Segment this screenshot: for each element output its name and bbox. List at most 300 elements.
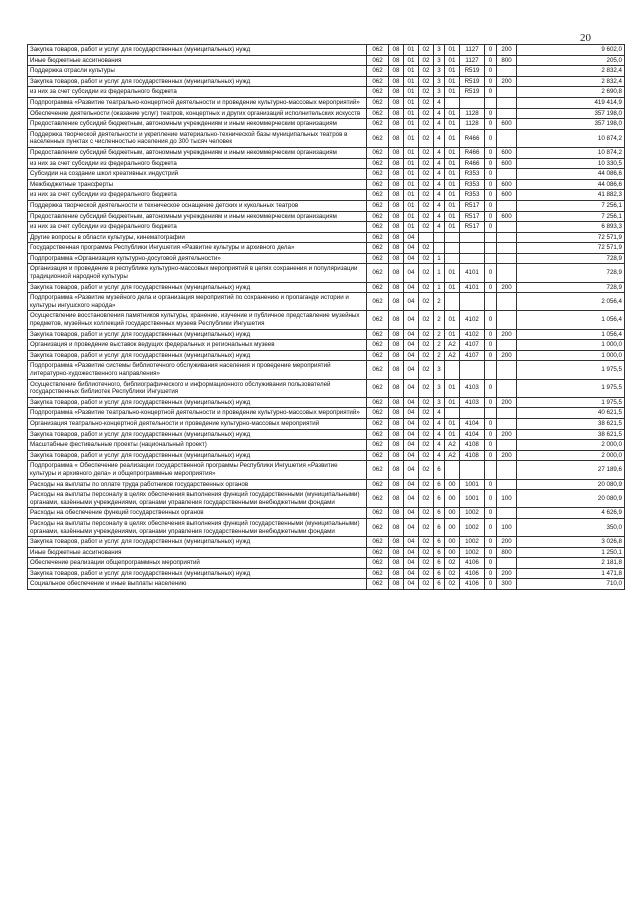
measure-code [445,461,460,479]
admin-code: 062 [367,311,389,329]
admin-code: 062 [367,508,389,519]
direction-code: 1002 [460,508,485,519]
expense-type-code [497,361,517,379]
row-amount: 41 882,3 [517,190,625,201]
direction-code [460,361,485,379]
sub-direction-code: 0 [485,66,497,77]
sub-direction-code [485,253,497,264]
sub-direction-code: 0 [485,108,497,119]
sub-direction-code: 0 [485,397,497,408]
row-name: Организация и проведение выставок ведущих федеральных и региональных музеев [28,340,367,351]
section-code: 08 [389,408,404,419]
program-code: 02 [419,169,434,180]
program-code: 02 [419,579,434,590]
sub-direction-code [485,97,497,108]
row-amount: 72 571,9 [517,243,625,254]
sub-direction-code: 0 [485,418,497,429]
direction-code: 4102 [460,311,485,329]
section-code: 08 [389,158,404,169]
row-amount: 1 471,8 [517,568,625,579]
program-code: 02 [419,329,434,340]
direction-code [460,243,485,254]
subprogram-code: 6 [434,508,445,519]
program-code: 02 [419,147,434,158]
expense-type-code: 200 [497,568,517,579]
measure-code: 00 [445,537,460,548]
subsection-code: 04 [404,232,419,243]
admin-code: 062 [367,55,389,66]
direction-code: R517 [460,200,485,211]
row-name: Закупка товаров, работ и услуг для государственных (муниципальных) нужд [28,537,367,548]
measure-code: 02 [445,568,460,579]
subsection-code: 04 [404,379,419,397]
row-amount: 38 621,5 [517,418,625,429]
subprogram-code: 4 [434,158,445,169]
sub-direction-code: 0 [485,340,497,351]
sub-direction-code: 0 [485,158,497,169]
measure-code: 01 [445,76,460,87]
sub-direction-code: 0 [485,282,497,293]
sub-direction-code: 0 [485,379,497,397]
program-code: 02 [419,76,434,87]
section-code: 08 [389,461,404,479]
section-code: 08 [389,490,404,508]
sub-direction-code: 0 [485,508,497,519]
row-amount: 2 000,0 [517,440,625,451]
row-name: Иные бюджетные ассигнования [28,547,367,558]
direction-code: 1127 [460,55,485,66]
row-amount: 357 198,0 [517,108,625,119]
subprogram-code: 3 [434,361,445,379]
table-body [28,45,625,590]
program-code: 02 [419,461,434,479]
measure-code [445,243,460,254]
program-code: 02 [419,379,434,397]
expense-type-code: 600 [497,147,517,158]
subprogram-code: 6 [434,558,445,569]
subsection-code: 01 [404,108,419,119]
sub-direction-code: 0 [485,579,497,590]
program-code: 02 [419,119,434,130]
table-row [28,76,625,87]
measure-code: A2 [445,440,460,451]
measure-code: 01 [445,397,460,408]
row-name: Поддержка творческой деятельности и укрепление материально-технической базы муниципальных театров в населенных пунктах с численностью населения до 300 тысяч человек [28,129,367,147]
subprogram-code: 4 [434,119,445,130]
section-code: 08 [389,129,404,147]
direction-code: 4108 [460,450,485,461]
table-row [28,558,625,569]
section-code: 08 [389,147,404,158]
subsection-code: 04 [404,253,419,264]
subsection-code: 01 [404,179,419,190]
expense-type-code [497,243,517,254]
table-row [28,55,625,66]
subprogram-code: 6 [434,461,445,479]
section-code: 08 [389,55,404,66]
direction-code: 4104 [460,418,485,429]
row-name: Государственная программа Республики Ингушетия «Развитие культуры и архивного дела» [28,243,367,254]
program-code: 02 [419,568,434,579]
table-row [28,264,625,282]
program-code: 02 [419,129,434,147]
subsection-code: 04 [404,243,419,254]
measure-code [445,293,460,311]
sub-direction-code [485,408,497,419]
measure-code: 01 [445,429,460,440]
program-code: 02 [419,508,434,519]
admin-code: 062 [367,108,389,119]
program-code: 02 [419,66,434,77]
sub-direction-code: 0 [485,45,497,56]
admin-code: 062 [367,87,389,98]
measure-code: 00 [445,490,460,508]
section-code: 08 [389,429,404,440]
admin-code: 062 [367,379,389,397]
sub-direction-code: 0 [485,479,497,490]
expense-type-code [497,293,517,311]
row-name: Подпрограмма « Обеспечение реализации государственной программы Республики Ингушетия «Развитие культуры и архивного дела» и общепрограммные мероприятия» [28,461,367,479]
row-name: Осуществление восстановления памятников культуры, хранение, изучение и публичное представление музейных предметов, музейных коллекций государственных музеев Республики Ингушетия [28,311,367,329]
subsection-code: 04 [404,558,419,569]
row-amount: 350,0 [517,518,625,536]
table-row [28,579,625,590]
sub-direction-code: 0 [485,169,497,180]
row-amount: 728,9 [517,253,625,264]
row-name: из них за счет субсидии из федерального бюджета [28,190,367,201]
expense-type-code: 200 [497,329,517,340]
expense-type-code [497,129,517,147]
direction-code [460,97,485,108]
row-name: Расходы на выплаты персоналу в целях обеспечения выполнения функций государственными (муниципальными) органами, казёнными учреждениями, органами управления государственными внебюджетными фондами [28,490,367,508]
subsection-code: 04 [404,282,419,293]
admin-code: 062 [367,568,389,579]
subprogram-code: 3 [434,66,445,77]
row-amount: 1 056,4 [517,329,625,340]
row-amount: 2 056,4 [517,293,625,311]
row-amount: 728,9 [517,282,625,293]
expense-type-code: 200 [497,397,517,408]
expense-type-code [497,408,517,419]
row-amount: 27 189,6 [517,461,625,479]
admin-code: 062 [367,97,389,108]
subsection-code: 04 [404,418,419,429]
budget-table [27,44,625,590]
program-code: 02 [419,222,434,233]
subsection-code: 01 [404,129,419,147]
measure-code: A2 [445,450,460,461]
sub-direction-code: 0 [485,350,497,361]
subprogram-code: 4 [434,408,445,419]
subsection-code: 01 [404,222,419,233]
subprogram-code: 6 [434,479,445,490]
admin-code: 062 [367,440,389,451]
admin-code: 062 [367,293,389,311]
admin-code: 062 [367,518,389,536]
row-name: Осуществление библиотечного, библиографического и информационного обслуживания пользователей государственных библиотек Республики Ингушетия [28,379,367,397]
section-code: 08 [389,243,404,254]
row-amount: 10 330,5 [517,158,625,169]
admin-code: 062 [367,397,389,408]
row-amount: 2 690,8 [517,87,625,98]
subsection-code: 04 [404,537,419,548]
admin-code: 062 [367,340,389,351]
table-row [28,66,625,77]
direction-code [460,293,485,311]
program-code: 02 [419,311,434,329]
row-name: Поддержка творческой деятельности и техническое оснащение детских и кукольных театров [28,200,367,211]
row-amount: 1 975,5 [517,361,625,379]
measure-code: 01 [445,119,460,130]
program-code: 02 [419,397,434,408]
row-name: Поддержка отрасли культуры [28,66,367,77]
table-row [28,190,625,201]
row-amount: 7 256,1 [517,211,625,222]
admin-code: 062 [367,190,389,201]
subsection-code: 01 [404,45,419,56]
expense-type-code [497,66,517,77]
admin-code: 062 [367,243,389,254]
expense-type-code [497,108,517,119]
measure-code: 01 [445,282,460,293]
subprogram-code: 1 [434,264,445,282]
admin-code: 062 [367,158,389,169]
subprogram-code: 6 [434,579,445,590]
admin-code: 062 [367,169,389,180]
admin-code: 062 [367,253,389,264]
measure-code: 01 [445,329,460,340]
section-code: 08 [389,440,404,451]
program-code: 02 [419,211,434,222]
direction-code: R517 [460,211,485,222]
subprogram-code: 6 [434,490,445,508]
section-code: 08 [389,222,404,233]
direction-code: R353 [460,179,485,190]
subsection-code: 01 [404,76,419,87]
measure-code [445,97,460,108]
row-amount: 20 080,9 [517,479,625,490]
subsection-code: 04 [404,547,419,558]
section-code: 08 [389,87,404,98]
row-name: Расходы на выплаты по оплате труда работников государственных органов [28,479,367,490]
table-row [28,397,625,408]
table-row [28,518,625,536]
measure-code: 01 [445,169,460,180]
measure-code: 01 [445,418,460,429]
table-row [28,158,625,169]
sub-direction-code: 0 [485,264,497,282]
row-name: из них за счет субсидии из федерального бюджета [28,158,367,169]
table-row [28,97,625,108]
table-row [28,379,625,397]
program-code: 02 [419,558,434,569]
direction-code: R353 [460,190,485,201]
table-row [28,479,625,490]
section-code: 08 [389,200,404,211]
table-row [28,129,625,147]
subprogram-code: 3 [434,45,445,56]
subprogram-code: 3 [434,379,445,397]
direction-code: 1001 [460,479,485,490]
measure-code: 01 [445,147,460,158]
subsection-code: 04 [404,350,419,361]
row-amount: 9 602,0 [517,45,625,56]
program-code: 02 [419,537,434,548]
section-code: 08 [389,211,404,222]
measure-code: 00 [445,518,460,536]
direction-code: 4101 [460,282,485,293]
section-code: 08 [389,508,404,519]
admin-code: 062 [367,361,389,379]
table-row [28,490,625,508]
table-row [28,568,625,579]
row-name: Подпрограмма «Развитие музейного дела и организация мероприятий по сохранению и пропаганде истории и культуры ингушского народа» [28,293,367,311]
row-name: Подпрограмма «Развитие театрально-концертной деятельности и проведение культурно-массовых мероприятий» [28,97,367,108]
direction-code: 1001 [460,490,485,508]
row-name: Организация и проведение в республике культурно-массовых мероприятий в целях сохранения и популяризации традиционной народной культуры [28,264,367,282]
table-row [28,232,625,243]
sub-direction-code: 0 [485,558,497,569]
sub-direction-code [485,461,497,479]
program-code: 02 [419,350,434,361]
admin-code: 062 [367,418,389,429]
subsection-code: 04 [404,397,419,408]
row-name: Подпрограмма «Организация культурно-досуговой деятельности» [28,253,367,264]
program-code: 02 [419,200,434,211]
table-row [28,119,625,130]
section-code: 08 [389,479,404,490]
expense-type-code [497,87,517,98]
section-code: 08 [389,45,404,56]
measure-code: 01 [445,222,460,233]
expense-type-code: 200 [497,429,517,440]
table-row [28,200,625,211]
subprogram-code: 2 [434,340,445,351]
program-code: 02 [419,282,434,293]
subsection-code: 04 [404,293,419,311]
measure-code: 01 [445,200,460,211]
table-row [28,418,625,429]
sub-direction-code: 0 [485,76,497,87]
direction-code: 4103 [460,379,485,397]
section-code: 08 [389,558,404,569]
admin-code: 062 [367,76,389,87]
row-amount: 2 181,8 [517,558,625,569]
subsection-code: 04 [404,479,419,490]
row-amount: 6 893,3 [517,222,625,233]
admin-code: 062 [367,350,389,361]
direction-code: 4106 [460,579,485,590]
row-amount: 1 000,0 [517,340,625,351]
admin-code: 062 [367,461,389,479]
row-name: Подпрограмма «Развитие системы библиотечного обслуживания населения и проведение мероприятий литературно-художественного направления» [28,361,367,379]
section-code: 08 [389,379,404,397]
sub-direction-code: 0 [485,311,497,329]
direction-code: 4103 [460,397,485,408]
subsection-code: 04 [404,579,419,590]
subsection-code: 04 [404,329,419,340]
row-name: Закупка товаров, работ и услуг для государственных (муниципальных) нужд [28,350,367,361]
program-code: 02 [419,264,434,282]
section-code: 08 [389,108,404,119]
subsection-code: 04 [404,508,419,519]
subprogram-code: 2 [434,293,445,311]
expense-type-code: 200 [497,350,517,361]
row-amount: 38 621,5 [517,429,625,440]
measure-code: A2 [445,350,460,361]
direction-code [460,253,485,264]
admin-code: 062 [367,579,389,590]
expense-type-code [497,508,517,519]
section-code: 08 [389,264,404,282]
program-code [419,232,434,243]
subprogram-code: 4 [434,418,445,429]
direction-code: 1002 [460,518,485,536]
admin-code: 062 [367,66,389,77]
direction-code: 4108 [460,440,485,451]
row-name: Расходы на выплаты персоналу в целях обеспечения выполнения функций государственными (муниципальными) органами, казёнными учреждениями, органами управления государственными внебюджетными фондами [28,518,367,536]
subsection-code: 01 [404,169,419,180]
expense-type-code: 200 [497,450,517,461]
measure-code [445,232,460,243]
program-code: 02 [419,158,434,169]
subsection-code: 01 [404,158,419,169]
expense-type-code [497,340,517,351]
section-code: 08 [389,282,404,293]
row-amount: 10 874,2 [517,129,625,147]
sub-direction-code: 0 [485,440,497,451]
subprogram-code: 1 [434,253,445,264]
table-row [28,282,625,293]
program-code: 02 [419,479,434,490]
admin-code: 062 [367,129,389,147]
subsection-code: 04 [404,429,419,440]
expense-type-code [497,440,517,451]
program-code: 02 [419,518,434,536]
row-name: Закупка товаров, работ и услуг для государственных (муниципальных) нужд [28,45,367,56]
expense-type-code: 200 [497,76,517,87]
row-name: Обеспечение реализации общепрограммных мероприятий [28,558,367,569]
sub-direction-code: 0 [485,211,497,222]
table-row [28,350,625,361]
subprogram-code: 3 [434,76,445,87]
table-row [28,87,625,98]
measure-code: 01 [445,129,460,147]
subprogram-code: 6 [434,568,445,579]
row-amount: 72 571,9 [517,232,625,243]
row-name: Организация театрально-концертной деятельности и проведение культурно-массовых мероприятий [28,418,367,429]
section-code: 08 [389,537,404,548]
sub-direction-code: 0 [485,490,497,508]
row-amount: 10 874,2 [517,147,625,158]
sub-direction-code: 0 [485,429,497,440]
subsection-code: 01 [404,200,419,211]
admin-code: 062 [367,200,389,211]
program-code: 02 [419,253,434,264]
row-name: Масштабные фестивальные проекты (национальный проект) [28,440,367,451]
table-row [28,253,625,264]
direction-code: R519 [460,76,485,87]
admin-code: 062 [367,479,389,490]
measure-code: 01 [445,55,460,66]
row-amount: 1 975,5 [517,379,625,397]
row-amount: 3 026,8 [517,537,625,548]
expense-type-code [497,558,517,569]
section-code: 08 [389,66,404,77]
sub-direction-code [485,361,497,379]
measure-code: 00 [445,547,460,558]
subsection-code: 01 [404,211,419,222]
